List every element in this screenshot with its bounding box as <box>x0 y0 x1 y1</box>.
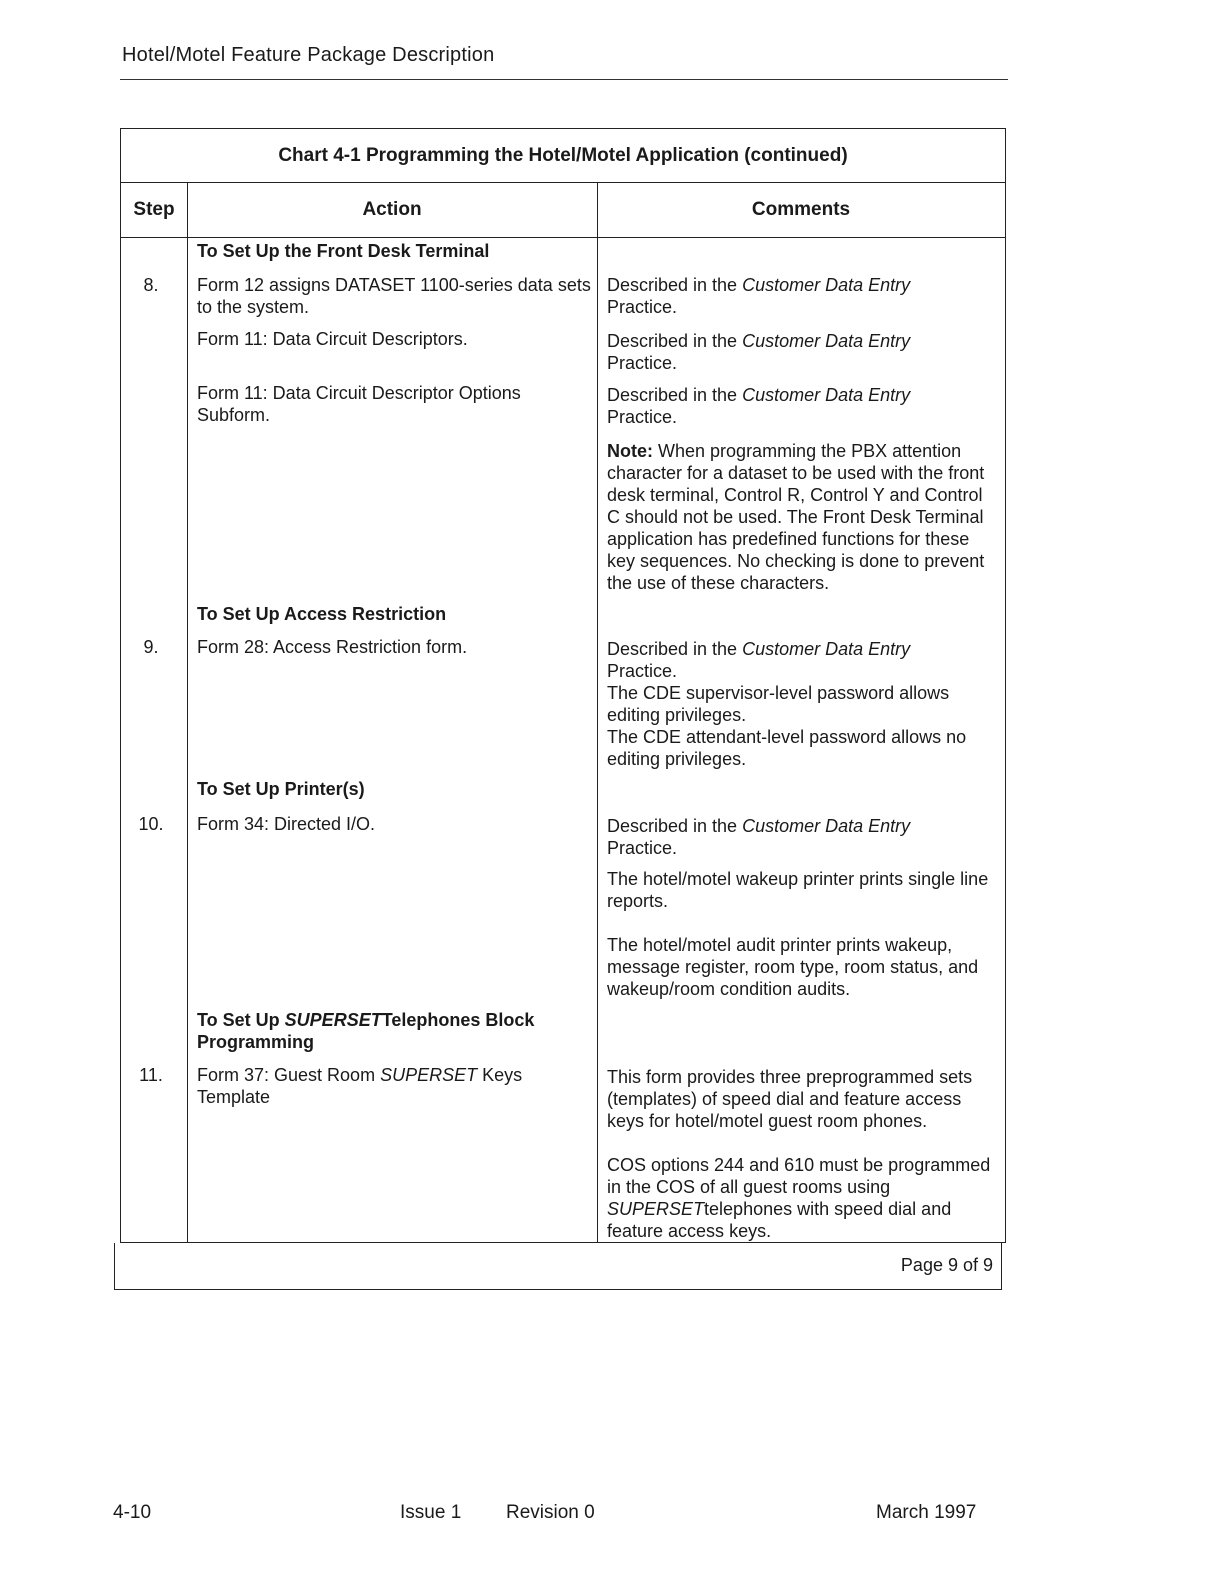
section-title-access-restriction: To Set Up Access Restriction <box>197 604 447 624</box>
action-text: Form 11: Data Circuit Descriptor Options Subform. <box>197 383 521 425</box>
chart-title: Chart 4-1 Programming the Hotel/Motel Application (continued) <box>120 128 1006 183</box>
column-header-action: Action <box>362 199 422 220</box>
step-number: 9. <box>143 637 159 657</box>
comment-text: Described in the Customer Data Entry Practice. <box>607 331 911 373</box>
step-number: 8. <box>143 275 159 295</box>
comment-text: Described in the Customer Data Entry Practice. <box>607 275 911 317</box>
step-number: 11. <box>139 1065 163 1085</box>
revision-label: Revision 0 <box>506 1502 595 1523</box>
comment-text: Described in the Customer Data Entry Practice. <box>607 385 911 427</box>
running-header-title: Hotel/Motel Feature Package Description <box>122 44 495 66</box>
comment-text: COS options 244 and 610 must be programmed in the COS of all guest rooms using SUPERSETtelephones with speed dial and feature access keys. <box>607 1155 991 1241</box>
comment-text: Described in the Customer Data Entry Practice. <box>607 816 911 858</box>
section-title-superset: To Set Up SUPERSETTelephones Block Programming <box>197 1010 535 1052</box>
issue-label: Issue 1 <box>400 1502 462 1523</box>
comment-text: The hotel/motel wakeup printer prints single line reports. <box>607 869 989 911</box>
table-footer <box>114 1243 1002 1290</box>
column-header-step: Step <box>133 199 175 220</box>
comment-text: The hotel/motel audit printer prints wakeup, message register, room type, room status, and wakeup/room condition audits. <box>607 935 979 999</box>
action-text: Form 11: Data Circuit Descriptors. <box>197 329 468 349</box>
page-number: 4-10 <box>113 1502 152 1523</box>
comment-text: This form provides three preprogrammed sets (templates) of speed dial and feature access keys for hotel/motel guest room phones. <box>607 1067 973 1131</box>
note-text: Note: When programming the PBX attention character for a dataset to be used with the front desk terminal, Control R, Control Y and Control C should not be used. The Front Desk Terminal application has predefined functions for these key sequences. No checking is done to prevent the use of these characters. <box>607 441 985 593</box>
table-header-rule <box>121 237 1005 238</box>
step-number: 10. <box>138 814 164 834</box>
section-title-printers: To Set Up Printer(s) <box>197 779 365 799</box>
column-header-comments: Comments <box>751 199 851 220</box>
column-divider-action <box>597 183 598 1242</box>
programming-table <box>120 182 1006 1243</box>
comment-text: Described in the Customer Data Entry Practice. The CDE supervisor-level password allows editing privileges. The CDE attendant-level password allows no editing privileges. <box>607 639 967 769</box>
action-text: Form 28: Access Restriction form. <box>197 637 468 657</box>
action-text: Form 12 assigns DATASET 1100-series data sets to the system. <box>197 275 591 317</box>
column-divider-step <box>187 183 188 1242</box>
table-page-count: Page 9 of 9 <box>900 1255 993 1275</box>
action-text: Form 34: Directed I/O. <box>197 814 376 834</box>
action-text: Form 37: Guest Room SUPERSET Keys Template <box>197 1065 523 1107</box>
header-rule <box>120 79 1008 80</box>
date-label: March 1997 <box>876 1502 977 1523</box>
section-title-front-desk: To Set Up the Front Desk Terminal <box>197 241 490 261</box>
